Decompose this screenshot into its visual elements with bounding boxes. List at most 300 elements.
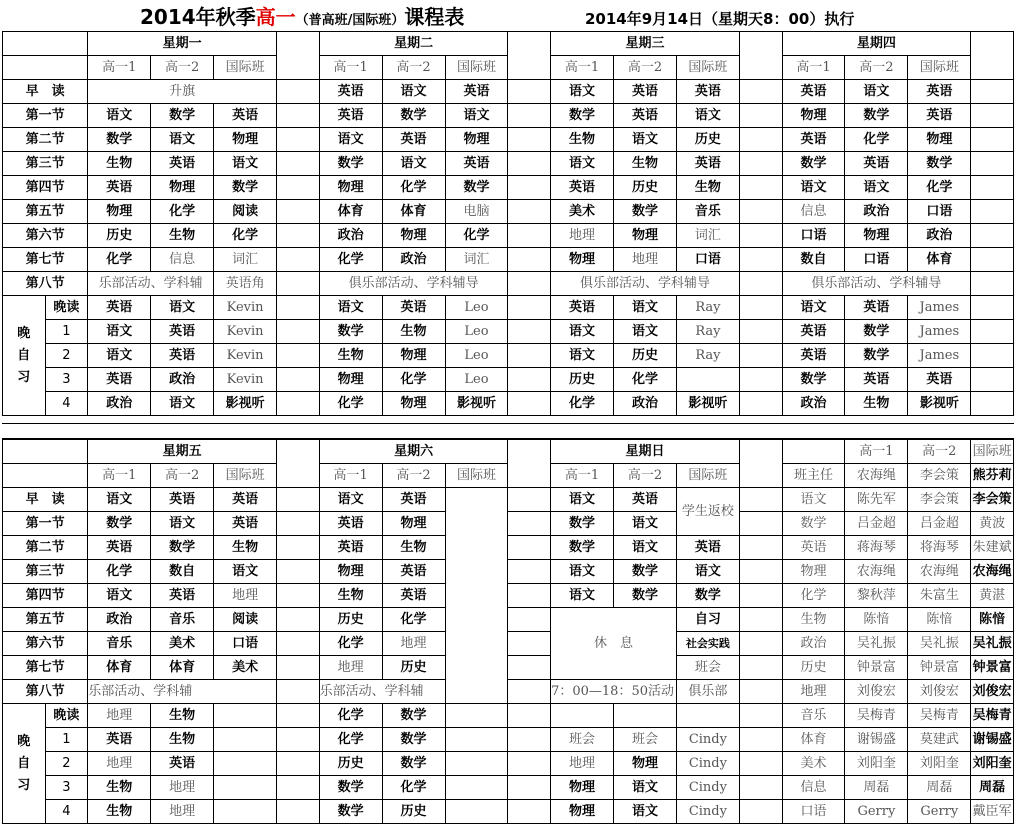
subject-cell: 数学 — [382, 104, 445, 128]
subject-cell: 英语 — [151, 584, 214, 608]
subject-cell: 英语 — [908, 104, 971, 128]
subject-cell: Kevin — [214, 344, 277, 368]
subject-cell: 数学 — [614, 200, 677, 224]
gap-cell — [508, 752, 551, 776]
subject-cell: 英语 — [319, 512, 382, 536]
gap-cell — [277, 656, 320, 680]
subject-cell: 语文 — [551, 560, 614, 584]
table-row — [3, 560, 1014, 584]
subject-cell: 历史 — [319, 608, 382, 632]
subject-cell — [445, 752, 508, 776]
subject-cell: 美术 — [551, 200, 614, 224]
evening-row — [3, 392, 1014, 416]
teacher-name: 李会策 — [908, 464, 971, 488]
subject-cell — [214, 800, 277, 824]
gap-cell — [739, 680, 782, 704]
teacher-subject: 英语 — [782, 536, 845, 560]
class-header: 国际班 — [214, 56, 277, 80]
class-header: 高一2 — [151, 56, 214, 80]
subject-cell: 历史 — [88, 224, 151, 248]
subject-cell: 英语 — [445, 152, 508, 176]
gap-cell — [739, 560, 782, 584]
subject-cell: 地理 — [151, 800, 214, 824]
subject-cell: 生物 — [551, 128, 614, 152]
gap-cell — [739, 176, 782, 200]
subject-cell: 语文 — [551, 320, 614, 344]
table-row — [3, 536, 1014, 560]
gap-cell — [277, 128, 320, 152]
table-row — [3, 128, 1014, 152]
subject-cell: 历史 — [614, 176, 677, 200]
subject-cell — [614, 704, 677, 728]
weekend-schedule-table — [2, 439, 1014, 824]
subject-cell: Ray — [676, 320, 739, 344]
subject-cell: 物理 — [614, 752, 677, 776]
subject-cell: 地理 — [551, 224, 614, 248]
teacher-subject: 生物 — [782, 608, 845, 632]
subject-cell: 班会 — [676, 656, 739, 680]
subject-cell: 英语 — [151, 320, 214, 344]
teacher-name: 吴梅青 — [908, 704, 971, 728]
teacher-subject: 历史 — [782, 656, 845, 680]
subject-cell: 语文 — [614, 320, 677, 344]
day-header: 星期四 — [782, 32, 971, 56]
day-header-row — [3, 440, 1014, 464]
teacher-name: 陈愔 — [845, 608, 908, 632]
subject-cell: 语文 — [614, 800, 677, 824]
subject-cell: 物理 — [88, 200, 151, 224]
subject-cell: 英语 — [676, 152, 739, 176]
subject-cell: 化学 — [908, 176, 971, 200]
subject-cell: 语文 — [88, 344, 151, 368]
table-row — [3, 632, 1014, 656]
subject-cell: 物理 — [614, 224, 677, 248]
gap-cell — [739, 80, 782, 104]
gap-cell — [277, 320, 320, 344]
class-header: 高一2 — [614, 56, 677, 80]
subject-cell: 数学 — [551, 104, 614, 128]
subject-cell: 影视听 — [676, 392, 739, 416]
subject-cell: 俱乐部 — [676, 680, 739, 704]
gap-cell — [277, 752, 320, 776]
subject-cell: 语文 — [214, 152, 277, 176]
subject-cell: 英语 — [88, 728, 151, 752]
subject-cell: 数学 — [614, 584, 677, 608]
evening-row — [3, 704, 1014, 728]
subject-cell: 历史 — [551, 368, 614, 392]
teacher-name: 刘俊宏 — [845, 680, 908, 704]
subject-cell: 生物 — [614, 152, 677, 176]
gap-cell — [971, 248, 1014, 272]
subject-cell: 影视听 — [445, 392, 508, 416]
class-header: 国际班 — [676, 464, 739, 488]
gap-cell — [971, 368, 1014, 392]
teacher-name: 谢锡盛 — [845, 728, 908, 752]
subject-cell: 生物 — [151, 728, 214, 752]
subject-cell: 生物 — [382, 320, 445, 344]
gap-cell — [739, 128, 782, 152]
subject-cell: 音乐 — [88, 632, 151, 656]
gap-cell — [971, 128, 1014, 152]
teacher-name: 黎秋萍 — [845, 584, 908, 608]
period-label: 第二节 — [3, 536, 88, 560]
teacher-name: 谢锡盛 — [971, 728, 1014, 752]
subject-cell: 数学 — [845, 320, 908, 344]
subject-cell: 数学 — [676, 584, 739, 608]
subject-cell: 语文 — [614, 128, 677, 152]
subject-cell: 英语 — [782, 80, 845, 104]
subject-cell: 历史 — [614, 344, 677, 368]
gap-cell — [739, 632, 782, 656]
evening-number: 1 — [45, 728, 88, 752]
subject-cell: 生物 — [151, 704, 214, 728]
subject-cell: 英语 — [88, 296, 151, 320]
subject-cell: 化学 — [445, 224, 508, 248]
class-header: 高一1 — [782, 56, 845, 80]
subject-cell: 政治 — [88, 608, 151, 632]
teacher-name: 周磊 — [908, 776, 971, 800]
subject-cell: 化学 — [88, 248, 151, 272]
activity-cell: 乐部活动、学科辅 — [88, 272, 214, 296]
title-classes: （普高班/国际班） — [295, 13, 405, 28]
gap-cell — [739, 728, 782, 752]
gap-cell — [508, 368, 551, 392]
subject-cell: 政治 — [845, 200, 908, 224]
subject-cell: 语文 — [88, 488, 151, 512]
subject-cell: 化学 — [382, 608, 445, 632]
gap-cell — [739, 656, 782, 680]
teacher-name: 农海绳 — [845, 464, 908, 488]
subject-cell: 英语 — [382, 296, 445, 320]
subject-cell: 政治 — [88, 392, 151, 416]
subject-cell: 英语 — [151, 752, 214, 776]
gap-cell — [739, 536, 782, 560]
gap-cell — [508, 272, 551, 296]
subject-cell: 信息 — [782, 200, 845, 224]
teacher-class-header: 高一1 — [845, 440, 908, 464]
gap-cell — [739, 800, 782, 824]
subject-cell: 数学 — [908, 152, 971, 176]
table-row — [3, 512, 1014, 536]
subject-cell: 英语 — [151, 344, 214, 368]
gap-cell — [277, 776, 320, 800]
subject-cell: 数学 — [319, 320, 382, 344]
subject-cell: Ray — [676, 296, 739, 320]
period-label: 第三节 — [3, 152, 88, 176]
table-row — [3, 176, 1014, 200]
subject-cell: 数学 — [88, 512, 151, 536]
subject-cell: 语文 — [151, 296, 214, 320]
subject-cell: 英语 — [551, 296, 614, 320]
subject-cell: 语文 — [614, 776, 677, 800]
evening-number: 4 — [45, 800, 88, 824]
subject-cell: 物理 — [845, 224, 908, 248]
subject-cell: 体育 — [151, 656, 214, 680]
subject-cell: 英语 — [676, 80, 739, 104]
subject-cell — [214, 704, 277, 728]
table-row — [3, 200, 1014, 224]
subject-cell: 体育 — [382, 200, 445, 224]
period-label: 早 读 — [3, 488, 88, 512]
day-header: 星期六 — [319, 440, 508, 464]
gap-cell — [277, 272, 320, 296]
evening-number: 晚读 — [45, 704, 88, 728]
subject-cell: James — [908, 296, 971, 320]
subject-cell: 语文 — [614, 512, 677, 536]
teacher-class-header: 国际班 — [971, 440, 1014, 464]
subject-cell: Cindy — [676, 776, 739, 800]
subject-cell: 生物 — [845, 392, 908, 416]
teacher-subject: 数学 — [782, 512, 845, 536]
teacher-name: 周磊 — [845, 776, 908, 800]
teacher-subject: 口语 — [782, 800, 845, 824]
period-label: 第五节 — [3, 200, 88, 224]
gap-cell — [277, 608, 320, 632]
gap-cell — [508, 248, 551, 272]
subject-cell: 语文 — [676, 104, 739, 128]
teacher-name: 将海琴 — [908, 536, 971, 560]
gap-cell — [508, 152, 551, 176]
teacher-name: Gerry — [908, 800, 971, 824]
teacher-name: 朱建斌 — [971, 536, 1014, 560]
subject-cell: 化学 — [319, 248, 382, 272]
title-suffix: 课程表 — [404, 5, 465, 29]
subject-cell: 政治 — [382, 248, 445, 272]
subject-cell: 物理 — [319, 176, 382, 200]
weekday-schedule-table — [2, 31, 1014, 416]
subject-cell: 数学 — [551, 512, 614, 536]
teacher-name: 朱富生 — [908, 584, 971, 608]
table-row — [3, 680, 1014, 704]
teacher-name: 刘阳奎 — [908, 752, 971, 776]
teacher-subject: 美术 — [782, 752, 845, 776]
evening-row — [3, 368, 1014, 392]
gap-cell — [277, 584, 320, 608]
corner-cell — [3, 32, 88, 56]
evening-label-char: 晚 — [17, 325, 31, 341]
subject-cell: 数学 — [151, 104, 214, 128]
subject-cell: 地理 — [151, 776, 214, 800]
activity-cell: 俱乐部活动、学科辅导 — [551, 272, 740, 296]
teacher-subject: 化学 — [782, 584, 845, 608]
gap-cell — [739, 488, 782, 512]
subject-cell: 语文 — [445, 104, 508, 128]
subject-cell: 数学 — [551, 536, 614, 560]
subject-cell: 生物 — [319, 584, 382, 608]
blank-cell — [445, 488, 508, 704]
gap-cell — [277, 296, 320, 320]
subject-cell: 生物 — [88, 800, 151, 824]
subject-cell: 英语 — [782, 344, 845, 368]
subject-cell: 英语 — [382, 128, 445, 152]
gap-cell — [277, 440, 320, 488]
teacher-name: 钟景富 — [971, 656, 1014, 680]
subject-cell: 英语 — [445, 80, 508, 104]
subject-cell: 化学 — [214, 224, 277, 248]
teacher-name: 戴臣军 — [971, 800, 1014, 824]
teacher-subject: 体育 — [782, 728, 845, 752]
gap-cell — [508, 320, 551, 344]
teacher-name: 吕金超 — [908, 512, 971, 536]
subject-cell: 政治 — [782, 392, 845, 416]
day-header: 星期一 — [88, 32, 277, 56]
subject-cell: 生物 — [88, 152, 151, 176]
evening-number: 3 — [45, 368, 88, 392]
class-header: 高一2 — [382, 464, 445, 488]
evening-number: 3 — [45, 776, 88, 800]
class-header: 高一2 — [614, 464, 677, 488]
subject-cell: 生物 — [382, 536, 445, 560]
class-header: 高一1 — [88, 464, 151, 488]
subject-cell: 生物 — [214, 536, 277, 560]
class-header: 国际班 — [214, 464, 277, 488]
class-header: 高一1 — [551, 464, 614, 488]
teacher-name: 吴礼振 — [908, 632, 971, 656]
evening-label-char: 习 — [17, 369, 31, 385]
subject-cell: 物理 — [445, 128, 508, 152]
subject-cell: 物理 — [382, 392, 445, 416]
gap-cell — [508, 200, 551, 224]
subject-cell: 自习 — [676, 608, 739, 632]
evening-label-char: 自 — [17, 755, 31, 771]
table-row — [3, 656, 1014, 680]
subject-cell: 数学 — [382, 704, 445, 728]
subject-cell: 口语 — [676, 248, 739, 272]
gap-cell — [508, 728, 551, 752]
subject-cell: 语文 — [845, 176, 908, 200]
period-label: 第六节 — [3, 632, 88, 656]
subject-cell: 英语 — [614, 80, 677, 104]
gap-cell — [508, 536, 551, 560]
subject-cell: 美术 — [151, 632, 214, 656]
subject-cell: 词汇 — [445, 248, 508, 272]
subject-cell: 生物 — [319, 344, 382, 368]
activity-cell: 乐部活动、学科辅 — [88, 680, 277, 704]
subject-cell: 数学 — [151, 536, 214, 560]
subject-cell: 历史 — [676, 128, 739, 152]
subject-cell: 语文 — [551, 152, 614, 176]
gap-cell — [277, 488, 320, 512]
period-label: 第五节 — [3, 608, 88, 632]
teacher-name: 吴梅青 — [845, 704, 908, 728]
class-header: 国际班 — [445, 56, 508, 80]
subject-cell: 体育 — [319, 200, 382, 224]
teacher-corner — [782, 440, 845, 464]
table-row — [3, 152, 1014, 176]
subject-cell: 口语 — [845, 248, 908, 272]
subject-cell: 英语 — [214, 512, 277, 536]
subject-cell: 物理 — [551, 248, 614, 272]
corner-cell — [3, 464, 88, 488]
subject-cell: 口语 — [214, 632, 277, 656]
subject-cell: 影视听 — [214, 392, 277, 416]
gap-cell — [277, 224, 320, 248]
subject-cell: Leo — [445, 320, 508, 344]
evening-label-char: 晚 — [17, 733, 31, 749]
gap-cell — [739, 152, 782, 176]
activity-cell: 英语角 — [214, 272, 277, 296]
subject-cell: Kevin — [214, 320, 277, 344]
evening-row — [3, 776, 1014, 800]
subject-cell: 英语 — [908, 368, 971, 392]
subject-cell: 地理 — [319, 656, 382, 680]
teacher-subject: 物理 — [782, 560, 845, 584]
class-header: 国际班 — [445, 464, 508, 488]
gap-cell — [971, 392, 1014, 416]
evening-number: 4 — [45, 392, 88, 416]
day-header-row — [3, 32, 1014, 56]
subject-cell — [214, 728, 277, 752]
gap-cell — [739, 512, 782, 536]
subject-cell: 语文 — [214, 560, 277, 584]
subject-cell: 历史 — [319, 752, 382, 776]
subject-cell — [214, 776, 277, 800]
gap-cell — [971, 104, 1014, 128]
gap-cell — [277, 680, 320, 704]
teacher-name: 吴礼振 — [971, 632, 1014, 656]
gap-cell — [508, 128, 551, 152]
gap-cell — [508, 680, 551, 704]
subject-cell: 班会 — [551, 728, 614, 752]
subject-cell: 语文 — [676, 560, 739, 584]
gap-cell — [739, 296, 782, 320]
gap-cell — [277, 392, 320, 416]
subject-cell: 体育 — [908, 248, 971, 272]
subject-cell: 化学 — [614, 368, 677, 392]
subject-cell: 物理 — [908, 128, 971, 152]
gap-cell — [971, 296, 1014, 320]
teacher-name: 刘阳奎 — [845, 752, 908, 776]
evening-number: 晚读 — [45, 296, 88, 320]
subject-cell: 数学 — [88, 128, 151, 152]
subject-cell: 口语 — [782, 224, 845, 248]
gap-cell — [508, 104, 551, 128]
subject-cell: 化学 — [319, 704, 382, 728]
class-header: 高一2 — [845, 56, 908, 80]
teacher-name: 吕金超 — [845, 512, 908, 536]
activity-cell: 俱乐部活动、学科辅导 — [782, 272, 971, 296]
period-label: 第八节 — [3, 680, 88, 704]
table-row — [3, 224, 1014, 248]
gap-cell — [277, 512, 320, 536]
subject-cell: 物理 — [151, 176, 214, 200]
subject-cell — [676, 368, 739, 392]
subject-cell: 社会实践 — [676, 632, 739, 656]
gap-cell — [971, 344, 1014, 368]
gap-cell — [739, 392, 782, 416]
subject-cell: 电脑 — [445, 200, 508, 224]
subject-cell: Cindy — [676, 752, 739, 776]
subject-cell: 化学 — [319, 632, 382, 656]
subject-cell: 词汇 — [214, 248, 277, 272]
subject-cell: 音乐 — [676, 200, 739, 224]
subject-cell: 影视听 — [908, 392, 971, 416]
day-header: 星期三 — [551, 32, 740, 56]
subject-cell: Kevin — [214, 368, 277, 392]
teacher-name: 陈先军 — [845, 488, 908, 512]
subject-cell: 物理 — [551, 776, 614, 800]
subject-cell: Leo — [445, 368, 508, 392]
period-label: 第六节 — [3, 224, 88, 248]
subject-cell: Kevin — [214, 296, 277, 320]
gap-cell — [739, 200, 782, 224]
gap-cell — [508, 512, 551, 536]
gap-cell — [971, 224, 1014, 248]
subject-cell — [676, 704, 739, 728]
gap-cell — [739, 104, 782, 128]
period-label: 第一节 — [3, 512, 88, 536]
subject-cell: 数学 — [382, 728, 445, 752]
